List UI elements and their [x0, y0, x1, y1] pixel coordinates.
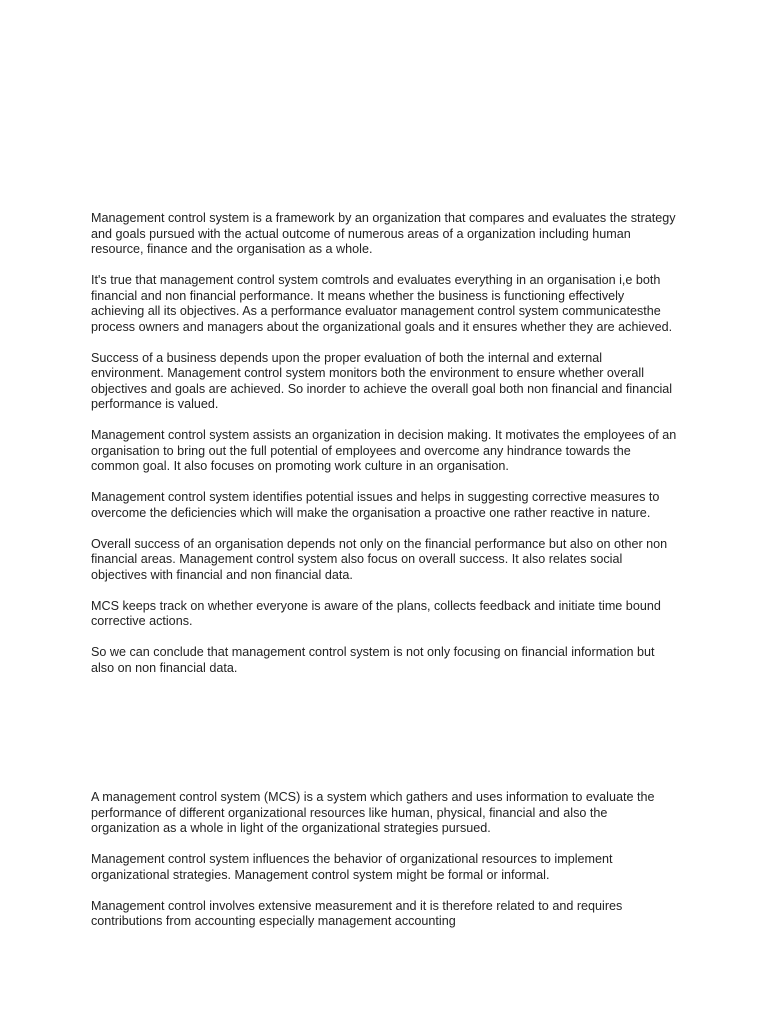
paragraph: A management control system (MCS) is a system which gathers and uses information to evaluate the performance of different organizational resources like human, physical, financial and also the organization as a whole in light of the organizational strategies pursued.: [91, 790, 655, 835]
answer-section-one: [91, 211, 677, 692]
paragraph: Overall success of an organisation depends not only on the financial performance but also on other non financial areas. Management control system also focus on overall success. It also relates social objectives with financial and non financial data.: [91, 536, 668, 582]
paragraph: So we can conclude that management control system is not only focusing on financial information but also on non financial data.: [91, 645, 655, 675]
paragraph: MCS keeps track on whether everyone is aware of the plans, collects feedback and initiate time bound corrective actions.: [91, 598, 661, 628]
paragraph: Success of a business depends upon the proper evaluation of both the internal and external environment. Management control system monitors both the environment to ensure whether overall objectives and goals are achieved. So inorder to achieve the overall goal both non financial and financial performance is valued.: [91, 350, 673, 411]
paragraph: Management control system identifies potential issues and helps in suggesting corrective measures to overcome the deficiencies which will make the organisation a proactive one rather reactive in nature.: [91, 490, 660, 520]
paragraph: Management control system is a framework by an organization that compares and evaluates the strategy and goals pursued with the actual outcome of numerous areas of a organization including human resource, finance and the organisation as a whole.: [91, 211, 676, 256]
answer-section-two: [91, 790, 677, 945]
paragraph: It's true that management control system comtrols and evaluates everything in an organisation i,e both financial and non financial performance. It means whether the business is functioning effectively achieving all its objectives. As a performance evaluator management control system communicatesthe process owners and managers about the organizational goals and it ensures whether they are achieved.: [91, 273, 673, 334]
paragraph: Management control system influences the behavior of organizational resources to implement organizational strategies. Management control system might be formal or informal.: [91, 852, 613, 882]
paragraph: Management control involves extensive measurement and it is therefore related to and requires contributions from accounting especially management accounting: [91, 898, 623, 928]
paragraph: Management control system assists an organization in decision making. It motivates the employees of an organisation to bring out the full potential of employees and overcome any hindrance towards the common goal. It also focuses on promoting work culture in an organisation.: [91, 428, 677, 473]
